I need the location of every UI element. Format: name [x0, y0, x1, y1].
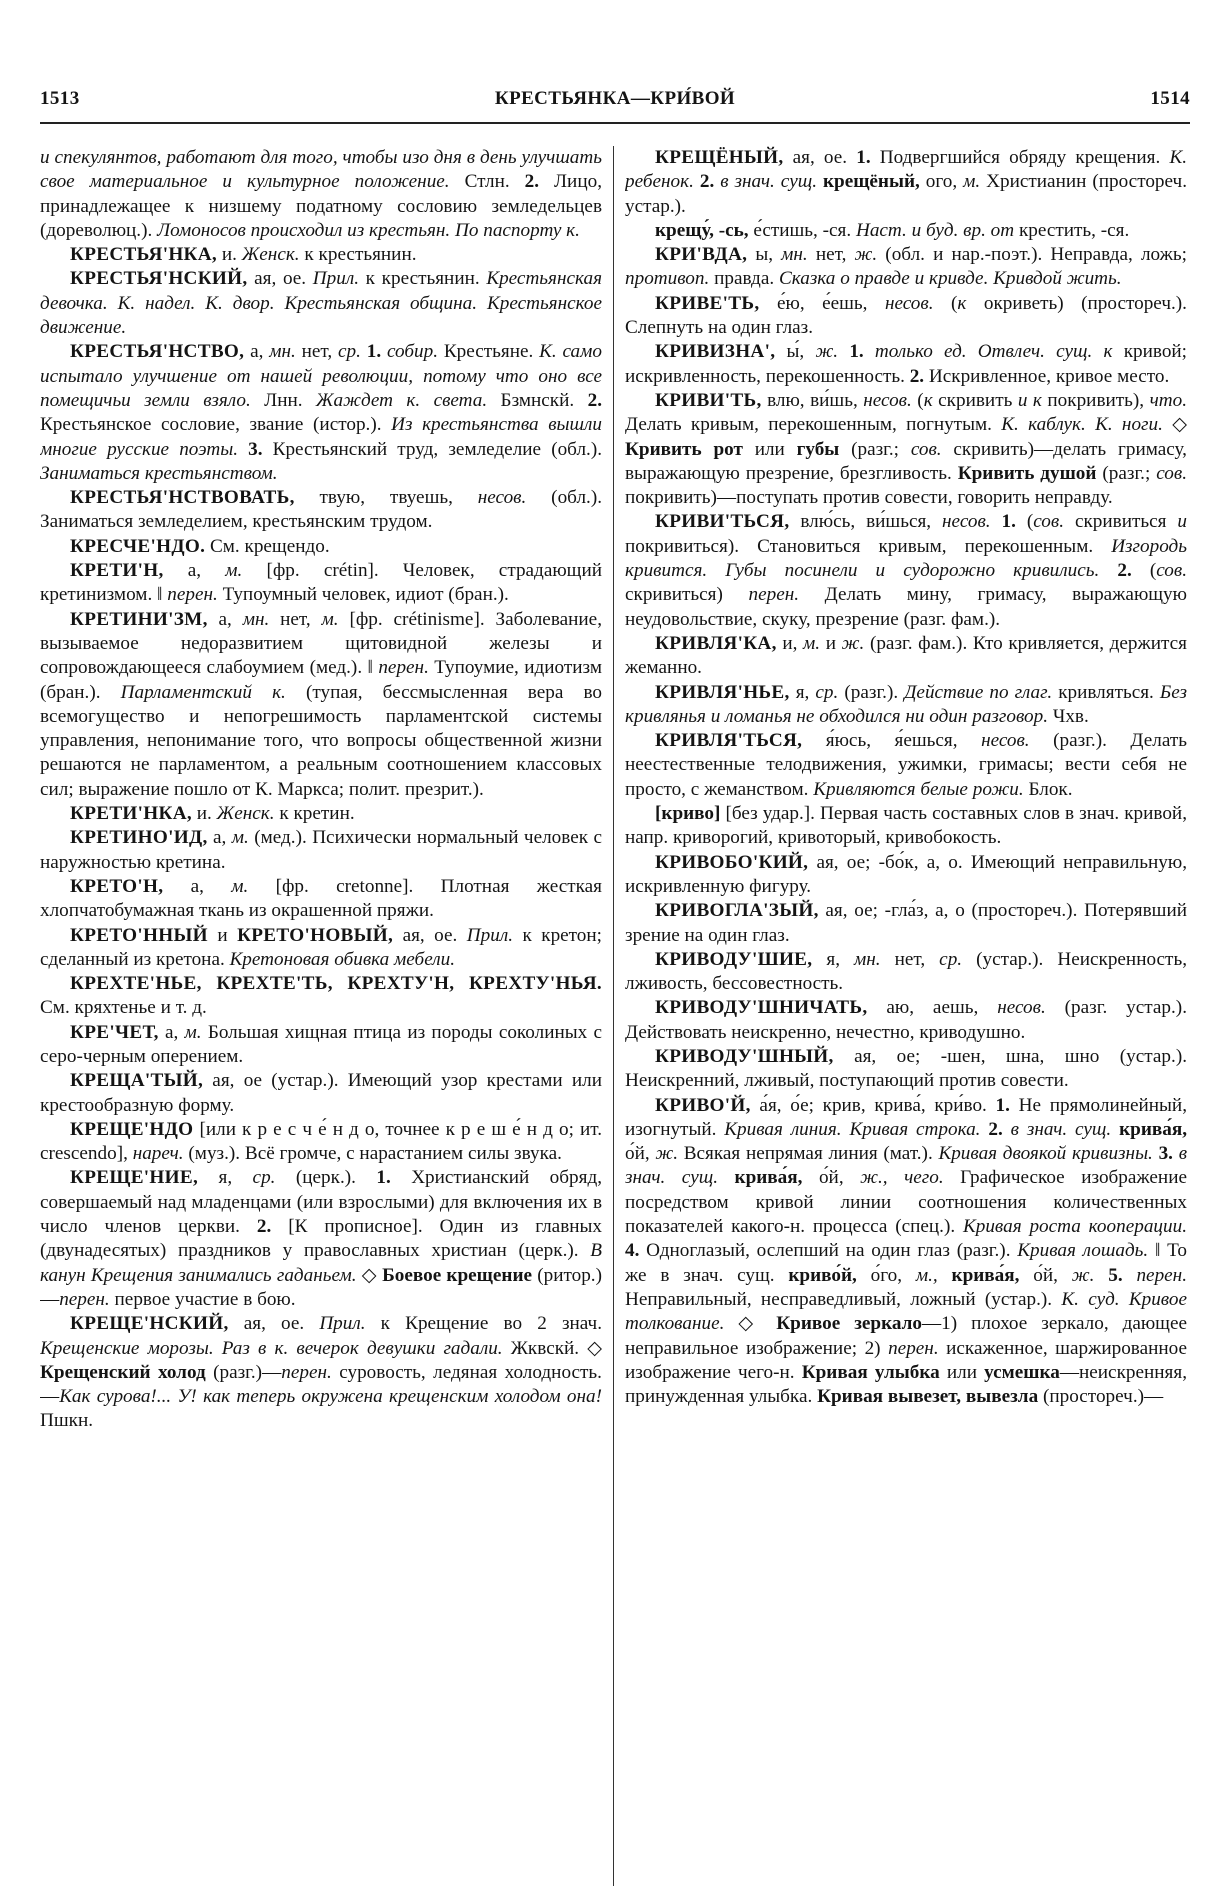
dictionary-entry: КРИВОДУ'ШИЕ, я, мн. нет, ср. (устар.). Неискренность, лживость, бессовестность. — [625, 948, 1187, 995]
headword: КРЕ'ЧЕТ, — [70, 1021, 159, 1043]
dictionary-entry: [криво] [без удар.]. Первая часть составных слов в знач. кривой, напр. криворогий, кривоторый, кривобокость. — [625, 803, 1187, 849]
dictionary-entry: КРИВИЗНА', ы́, ж. 1. только ед. Отвлеч. сущ. к кривой; искривленность, перекошенность. 2. Искривленное, кривое место. — [625, 341, 1187, 387]
headword: КРИВОБО'КИЙ, — [655, 851, 809, 873]
left-column — [40, 146, 602, 1886]
headword: КРЕТИНО'ИД, — [70, 827, 208, 849]
dictionary-entry: КРЕТИНО'ИД, а, м. (мед.). Психически нормальный человек с наружностью кретина. — [40, 827, 602, 873]
dictionary-entry: КРИВЛЯ'ТЬСЯ, я́юсь, я́ешься, несов. (разг.). Делать неестественные телодвижения, ужимки, гримасы; вести себя не просто, с жеманством. Кривляются белые рожи. Блок. — [625, 730, 1187, 800]
page-number-left: 1513 — [40, 88, 80, 109]
dictionary-entry: КРИВЕ'ТЬ, е́ю, е́ешь, несов. (к окриветь) (простореч.). Слепнуть на один глаз. — [625, 292, 1187, 339]
dictionary-entry: КРИВОДУ'ШНИЧАТЬ, аю, аешь, несов. (разг. устар.). Действовать неискренно, нечестно, криводушно. — [625, 997, 1187, 1043]
headword: КРИВИЗНА', — [655, 341, 776, 363]
headword: КРЕЩЕ'НСКИЙ, — [70, 1313, 229, 1335]
dictionary-entry: КРЕ'ЧЕТ, а, м. Большая хищная птица из породы соколиных с серо-черным оперением. — [40, 1021, 602, 1067]
headword: КРЕСЧЕ'НДО. — [70, 535, 206, 557]
dictionary-entry: КРИВОГЛА'ЗЫЙ, ая, ое; -гла́з, а, о (простореч.). Потерявший зрение на один глаз. — [625, 900, 1187, 946]
headword: КРИВИ'ТЬСЯ, — [655, 511, 790, 533]
headword: КРИВОДУ'ШНИЧАТЬ, — [655, 997, 868, 1019]
dictionary-entry: КРЕЩЕ'НСКИЙ, ая, ое. Прил. к Крещение во 2 знач. Крещенские морозы. Раз в к. вечерок девушки гадали. Жквскй. ◇ Крещенский холод (разг.)—перен. суровость, ледяная холодность. —Как сурова!... У! как теперь окружена крещенским холодом она! Пшкн. — [40, 1313, 602, 1432]
headword: КРИВОДУ'ШНЫЙ, — [655, 1045, 834, 1067]
headword: КРЕЩЕ'НДО — [70, 1118, 194, 1140]
dictionary-entry: КРИВИ'ТЬСЯ, влю́сь, ви́шься, несов. 1. (сов. скривиться и покривиться). Становиться кривым, перекошенным. Изгородь кривится. Губы посинели и судорожно кривились. 2. (сов. скривиться) перен. Делать мину, гримасу, выражающую неудовольствие, скуку, презрение (разг. фам.). — [625, 511, 1187, 630]
dictionary-entry: КРЕЩЕ'НДО [или к р е с ч е́ н д о, точнее к р е ш е́ н д о; ит. crescendo], нареч. (муз.). Всё громче, с нарастанием силы звука. — [40, 1118, 602, 1165]
dictionary-entry: КРИ'ВДА, ы, мн. нет, ж. (обл. и нар.-поэт.). Неправда, ложь; противоп. правда. Сказка о правде и кривде. Кривдой жить. — [625, 244, 1187, 290]
dictionary-entry: крещу́, -сь, е́стишь, -ся. Наст. и буд. вр. от крестить, -ся. — [655, 219, 1130, 241]
headword: КРИВИ'ТЬ, — [655, 389, 762, 411]
headword: КРИ'ВДА, — [655, 244, 748, 266]
headword: КРЕТИНИ'ЗМ, — [70, 608, 208, 630]
dictionary-entry: КРЕТО'ННЫЙ и КРЕТО'НОВЫЙ, ая, ое. Прил. к кретон; сделанный из кретона. Кретоновая обивка мебели. — [40, 924, 602, 970]
headword: КРЕСТЬЯ'НКА, — [70, 244, 218, 266]
dictionary-entry: КРЕСТЬЯ'НКА, и. Женск. к крестьянин. — [70, 244, 417, 266]
dictionary-entry: КРИВО'Й, а́я, о́е; крив, крива́, кри́во. 1. Не прямолинейный, изогнутый. Кривая линия. Кривая строка. 2. в знач. сущ. крива́я, о́й, ж. Всякая непрямая линия (мат.). Кривая двоякой кривизны. 3. в знач. сущ. крива́я, о́й, ж., чего. Графическое изображение посредством кривой линии соотношения количественных показателей какого-н. процесса (спец.). Кривая роста кооперации. 4. Одноглазый, ослепший на один глаз (разг.). Кривая лошадь. ‖ То же в знач. сущ. криво́й, о́го, м., крива́я, о́й, ж. 5. перен. Неправильный, несправедливый, ложный (устар.). К. суд. Кривое толкование. ◇ Кривое зеркало—1) плохое зеркало, дающее неправильное изображение; 2) перен. искаженное, шаржированное изображение чего-н. Кривая улыбка или усмешка—неискренняя, принужденная улыбка. Кривая вывезет, вывезла (простореч.)— — [625, 1094, 1187, 1408]
column-divider — [613, 146, 614, 1886]
dictionary-entry: КРЕСЧЕ'НДО. См. крещендо. — [70, 535, 330, 557]
headword: КРИВЛЯ'НЬЕ, — [655, 681, 790, 703]
dictionary-entry: КРЕХТЕ'НЬЕ, КРЕХТЕ'ТЬ, КРЕХТУ'Н, КРЕХТУ'НЬЯ. См. кряхтенье и т. д. — [40, 973, 602, 1019]
headword: КРЕЩЕ'НИЕ, — [70, 1167, 199, 1189]
dictionary-entry: КРИВОБО'КИЙ, ая, ое; -бо́к, а, о. Имеющий неправильную, искривленную фигуру. — [625, 851, 1187, 897]
headword: КРЕЩЁНЫЙ, — [655, 147, 784, 168]
dictionary-entry: КРЕТО'Н, а, м. [фр. cretonne]. Плотная жесткая хлопчатобумажная ткань из окрашенной пряжи. — [40, 875, 602, 922]
running-head: КРЕСТЬЯНКА—КРИ́ВОЙ — [494, 88, 736, 109]
page-header — [40, 88, 1190, 122]
dictionary-entry: КРЕЩЁНЫЙ, ая, ое. 1. Подвергшийся обряду крещения. К. ребенок. 2. в знач. сущ. крещёный, ого, м. Христианин (простореч. устар.). — [625, 147, 1187, 217]
dictionary-entry: КРЕСТЬЯ'НСКИЙ, ая, ое. Прил. к крестьянин. Крестьянская девочка. К. надел. К. двор. Крестьянская община. Крестьянское движение. — [40, 268, 602, 339]
dictionary-entry: и спекулянтов, работают для того, чтобы изо дня в день улучшать свое материальное и культурное положение. Стлн. 2. Лицо, принадлежащее к низшему податному сословию земледельцев (дореволюц.). Ломоносов происходил из крестьян. По паспорту к. — [40, 147, 602, 241]
headword: КРЕТО'Н, — [70, 875, 164, 897]
headword: КРЕТО'ННЫЙ — [70, 924, 208, 946]
headword: КРЕСТЬЯ'НСТВО, — [70, 341, 245, 363]
headword: КРИВЕ'ТЬ, — [655, 292, 760, 314]
dictionary-entry: КРИВОДУ'ШНЫЙ, ая, ое; -шен, шна, шно (устар.). Неискренний, лживый, поступающий против совести. — [625, 1045, 1187, 1092]
header-rule — [40, 122, 1190, 124]
dictionary-entry: КРЕТИ'Н, а, м. [фр. crétin]. Человек, страдающий кретинизмом. ‖ перен. Тупоумный человек, идиот (бран.). — [40, 560, 602, 606]
dictionary-entry: КРИВИ'ТЬ, влю, ви́шь, несов. (к скривить и к покривить), что. Делать кривым, перекошенным, погнутым. К. каблук. К. ноги. ◇ Кривить рот или губы (разг.; сов. скривить)—делать гримасу, выражающую презрение, брезгливость. Кривить душой (разг.; сов. покривить)—поступать против совести, говорить неправду. — [625, 389, 1187, 509]
dictionary-entry: КРЕСТЬЯ'НСТВО, а, мн. нет, ср. 1. собир. Крестьяне. К. само испытало улучшение от нашей революции, потому что оно все помещичьи земли взяло. Лнн. Жаждет к. света. Бзмнскй. 2. Крестьянское сословие, звание (истор.). Из крестьянства вышли многие русские поэты. 3. Крестьянский труд, земледелие (обл.). Заниматься крестьянством. — [40, 341, 602, 484]
dictionary-entry: КРЕТИ'НКА, и. Женск. к кретин. — [70, 803, 355, 825]
right-column — [625, 146, 1187, 1888]
headword: КРИВЛЯ'ТЬСЯ, — [655, 730, 803, 752]
headword: КРЕСТЬЯ'НСТВОВАТЬ, — [70, 487, 295, 509]
headword: КРИВОДУ'ШИЕ, — [655, 948, 813, 970]
dictionary-entry: КРЕТИНИ'ЗМ, а, мн. нет, м. [фр. crétinisme]. Заболевание, вызываемое недоразвитием щитовидной железы и сопровождающееся слабоумием (мед.). ‖ перен. Тупоумие, идиотизм (бран.). Парламентский к. (тупая, бессмысленная вера во всемогущество и непогрешимость парламентской системы управления, непонимание того, что вопросы общественной жизни решаются не парламентом, а реальным соотношением классовых сил; выражение пошло от К. Маркса; полит. презрит.). — [40, 608, 602, 800]
headword: КРЕЩА'ТЫЙ, — [70, 1070, 204, 1092]
headword: КРИВЛЯ'КА, — [655, 632, 777, 654]
dictionary-entry: КРИВЛЯ'КА, и, м. и ж. (разг. фам.). Кто кривляется, держится жеманно. — [625, 632, 1187, 679]
dictionary-entry: КРИВЛЯ'НЬЕ, я, ср. (разг.). Действие по глаг. кривляться. Без кривлянья и ломанья не обходился ни один разговор. Чхв. — [625, 681, 1187, 727]
headword: КРИВОГЛА'ЗЫЙ, — [655, 900, 819, 922]
headword: КРЕТИ'НКА, — [70, 803, 192, 825]
headword: КРЕТИ'Н, — [70, 560, 164, 582]
page-number-right: 1514 — [1150, 88, 1190, 109]
dictionary-entry: КРЕЩА'ТЫЙ, ая, ое (устар.). Имеющий узор крестами или крестообразную форму. — [40, 1070, 602, 1116]
dictionary-entry: КРЕЩЕ'НИЕ, я, ср. (церк.). 1. Христианский обряд, совершаемый над младенцами (или взрослыми) для включения их в число членов церкви. 2. [К прописное]. Один из главных (двунадесятых) праздников у православных христиан (церк.). В канун Крещения занимались гаданьем. ◇ Боевое крещение (ритор.)—перен. первое участие в бою. — [40, 1167, 602, 1310]
headword: КРЕХТЕ'НЬЕ, КРЕХТЕ'ТЬ, КРЕХТУ'Н, КРЕХТУ'НЬЯ. — [70, 973, 602, 995]
dictionary-entry: КРЕСТЬЯ'НСТВОВАТЬ, твую, твуешь, несов. (обл.). Заниматься земледелием, крестьянским трудом. — [40, 487, 602, 533]
headword: КРИВО'Й, — [655, 1094, 751, 1116]
headword: КРЕТО'НОВЫЙ, — [237, 924, 394, 946]
headword: КРЕСТЬЯ'НСКИЙ, — [70, 268, 248, 290]
